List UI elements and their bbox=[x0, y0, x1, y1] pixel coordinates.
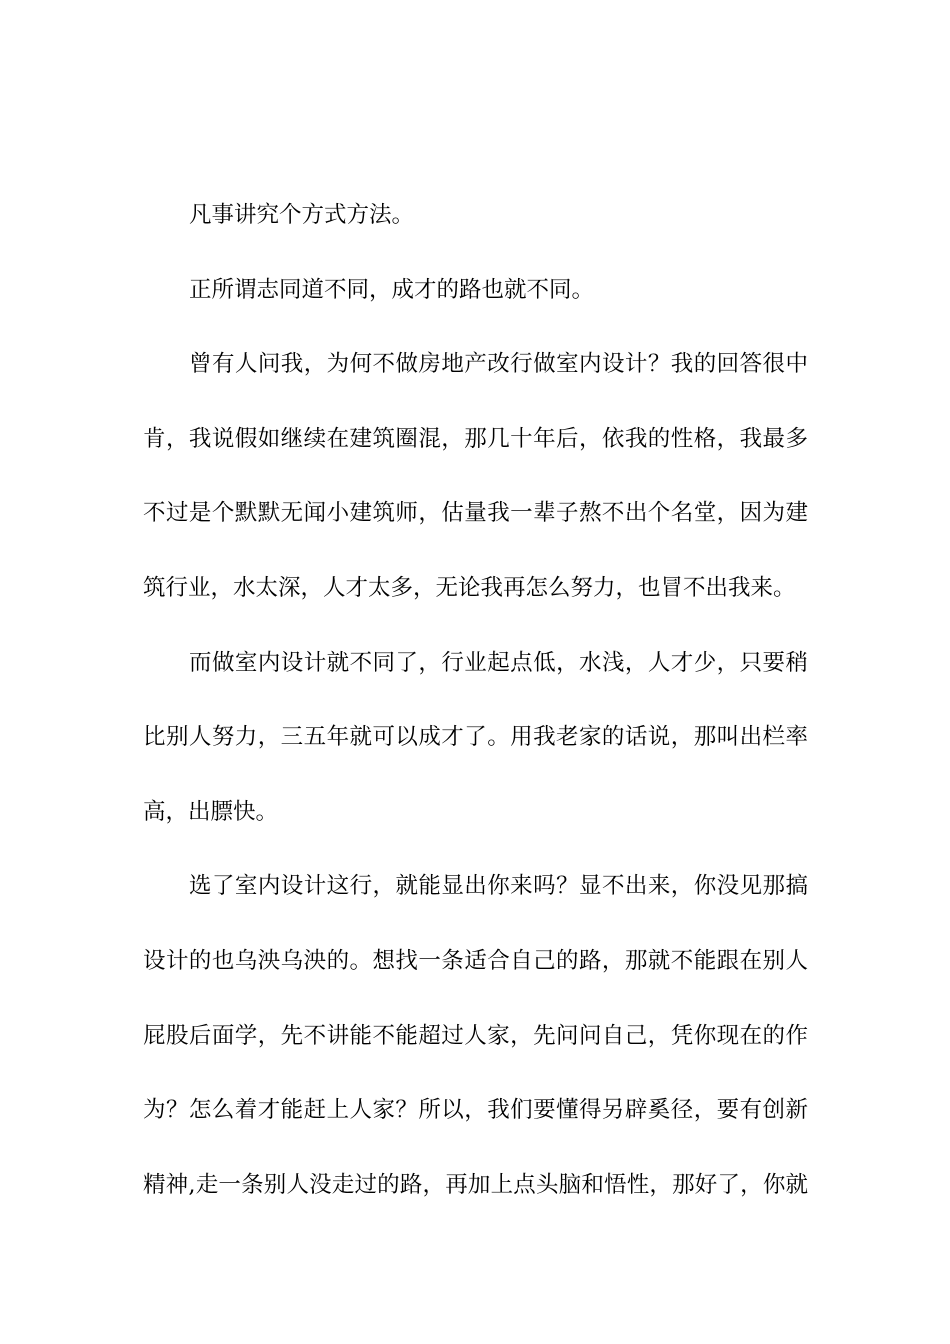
text-line: 而做室内设计就不同了，行业起点低，水浅，人才少，只要稍 bbox=[189, 649, 808, 676]
text-line: 屁股后面学，先不讲能不能超过人家，先问问自己，凭你现在的作 bbox=[143, 1022, 808, 1049]
text-line: 正所谓志同道不同，成才的路也就不同。 bbox=[189, 276, 595, 303]
text-line: 不过是个默默无闻小建筑师，估量我一辈子熬不出个名堂，因为建 bbox=[143, 500, 808, 527]
text-line: 筑行业，水太深，人才太多，无论我再怎么努力，也冒不出我来。 bbox=[143, 574, 796, 601]
body-text bbox=[143, 200, 808, 1244]
text-line: 选了室内设计这行，就能显出你来吗？显不出来，你没见那搞 bbox=[189, 873, 808, 900]
text-line: 比别人努力，三五年就可以成才了。用我老家的话说，那叫出栏率 bbox=[143, 724, 808, 751]
text-line: 凡事讲究个方式方法。 bbox=[189, 202, 415, 228]
text-line: 高，出膘快。 bbox=[143, 798, 279, 825]
text-line: 精神,走一条别人没走过的路，再加上点头脑和悟性，那好了，你就 bbox=[143, 1171, 808, 1198]
text-line: 为？怎么着才能赶上人家？所以，我们要懂得另辟奚径，要有创新 bbox=[143, 1097, 808, 1124]
text-line: 肯，我说假如继续在建筑圈混，那几十年后，依我的性格，我最多 bbox=[143, 425, 808, 452]
text-line: 曾有人问我，为何不做房地产改行做室内设计？我的回答很中 bbox=[189, 351, 808, 378]
text-line: 设计的也乌泱乌泱的。想找一条适合自己的路，那就不能跟在别人 bbox=[143, 947, 808, 974]
